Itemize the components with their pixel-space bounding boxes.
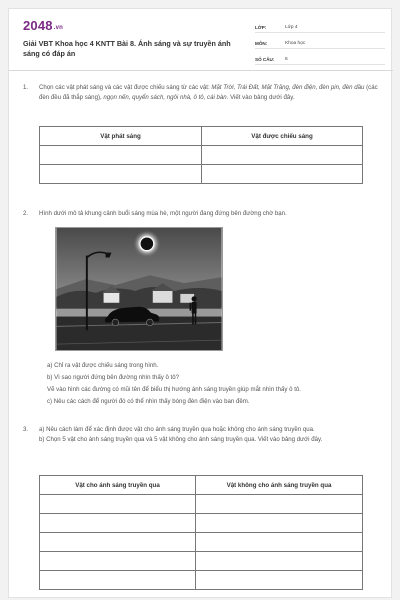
table-row [40, 552, 363, 571]
answer-cell[interactable] [196, 571, 363, 590]
table-header: Vật phát sáng [40, 127, 202, 146]
question-2-part-b-instruction: Vẽ vào hình các đường có mũi tên để biểu thị hướng ánh sáng truyền giúp mắt nhìn thấy ô tô. [47, 386, 301, 393]
answer-cell[interactable] [40, 146, 202, 165]
answer-cell[interactable] [196, 552, 363, 571]
answer-cell[interactable] [40, 552, 196, 571]
street-scene-image [55, 227, 223, 351]
question-2: 2. Hình dưới mô tả khung cảnh buổi sáng mùa hè, một người đang đứng bên đường chờ bạn. [23, 210, 287, 217]
question-3: 3. a) Nêu cách làm để xác định được vật cho ánh sáng truyền qua hoặc không cho ánh sáng truyền qua. b) Chọn 5 vật cho ánh sáng truyền qua và 5 vật không cho ánh sáng truyền qua. Viết vào bảng dưới đây. [23, 426, 323, 443]
table-header: Vật được chiếu sáng [202, 127, 363, 146]
question-1-table [39, 126, 363, 184]
table-header: Vật cho ánh sáng truyền qua [40, 476, 196, 495]
table-row [40, 571, 363, 590]
page-header [9, 9, 393, 71]
answer-cell[interactable] [196, 533, 363, 552]
answer-cell[interactable] [40, 533, 196, 552]
answer-cell[interactable] [40, 165, 202, 184]
meta-row-question-count: SỐ CÂU: 6 [255, 51, 385, 65]
document-title: Giải VBT Khoa học 4 KNTT Bài 8. Ánh sáng và sự truyền ánh sáng có đáp án [23, 39, 231, 58]
meta-info [255, 19, 385, 67]
question-2-part-c: c) Nêu các cách để người đó có thể nhìn thấy bóng đèn điện vào ban đêm. [47, 398, 250, 405]
answer-cell[interactable] [40, 514, 196, 533]
question-1-text: Chọn các vật phát sáng và các vật được chiếu sáng từ các vật: Mặt Trời, Trái Đất, Mặt Trăng, đèn điện, đèn pin, đèn dầu (các đèn đều đã thắp sáng), ngọn nến, quyển sách, ngôi nhà, ô tô, cái bàn. Viết vào bảng dưới đây. [39, 84, 378, 101]
worksheet-page [8, 8, 392, 598]
table-row [40, 165, 363, 184]
question-1: 1. Chọn các vật phát sáng và các vật được chiếu sáng từ các vật: Mặt Trời, Trái Đất, Mặt Trăng, đèn điện, đèn pin, đèn dầu (các đèn đều đã thắp sáng), ngọn nến, quyển sách, ngôi nhà, ô tô, cái bàn. Viết vào bảng dưới đây. [23, 83, 383, 103]
table-header: Vật không cho ánh sáng truyền qua [196, 476, 363, 495]
answer-cell[interactable] [40, 495, 196, 514]
site-logo[interactable]: 2048.vn [23, 18, 64, 33]
table-row [40, 495, 363, 514]
question-2-part-b: b) Vì sao người đứng bên đường nhìn thấy ô tô? [47, 374, 180, 381]
answer-cell[interactable] [40, 571, 196, 590]
meta-row-class: LỚP: Lớp 4 [255, 19, 385, 33]
answer-cell[interactable] [196, 514, 363, 533]
question-3-table [39, 475, 363, 590]
table-row [40, 514, 363, 533]
answer-cell[interactable] [202, 165, 363, 184]
question-2-part-a: a) Chỉ ra vật được chiếu sáng trong hình. [47, 362, 159, 369]
answer-cell[interactable] [196, 495, 363, 514]
table-row [40, 146, 363, 165]
answer-cell[interactable] [202, 146, 363, 165]
table-row [40, 533, 363, 552]
meta-row-subject: MÔN: Khoa học [255, 35, 385, 49]
